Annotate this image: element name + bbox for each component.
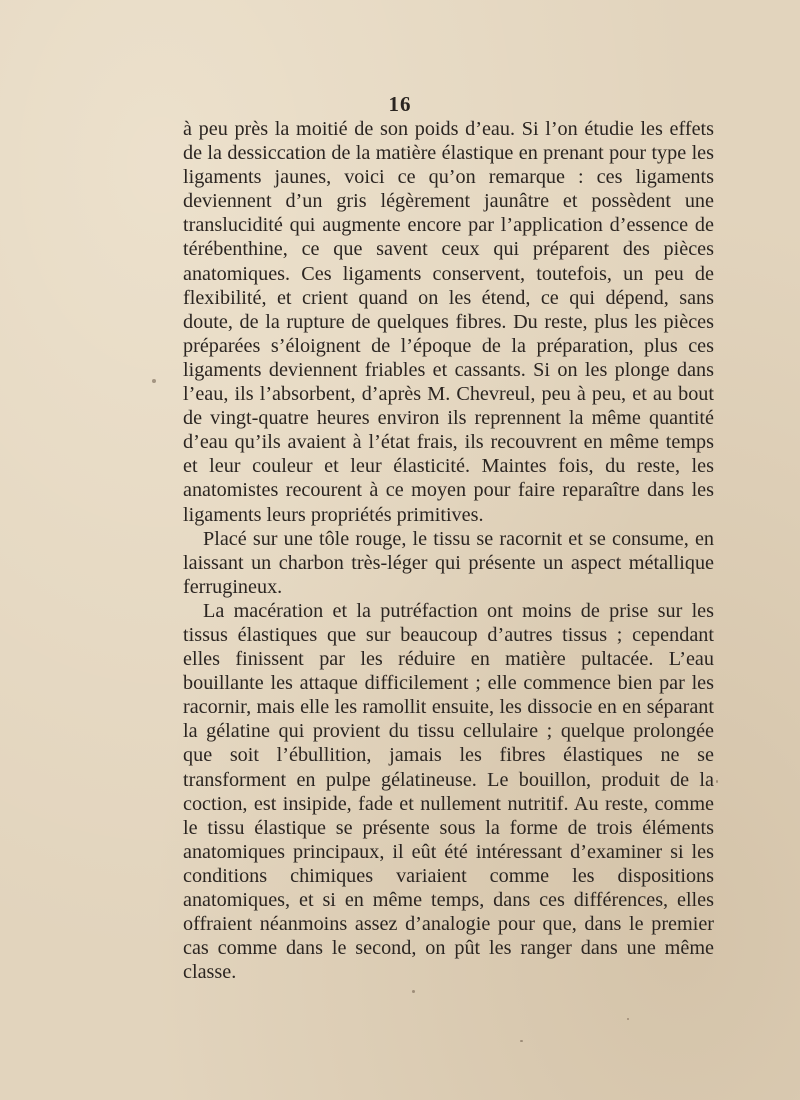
paper-speck	[412, 990, 415, 993]
paragraph-2: Placé sur une tôle rouge, le tissu se racornit et se consume, en laissant un charbon très-léger qui présente un aspect métallique ferrugineux.	[183, 527, 714, 598]
paragraph-3: La macération et la putréfaction ont moins de prise sur les tissus élastiques que sur beaucoup d’autres tissus ; cependant elles finissent par les réduire en matière pultacée. L’eau bouillante les attaque difficilement ; elle commence bien par les racornir, mais elle les ramollit ensuite, les dissocie en en séparant la gélatine qui provient du tissu cellulaire ; quelque prolongée que soit l’ébullition, jamais les fibres élastiques ne se transforment en pulpe gélatineuse. Le bouillon, produit de la coction, est insipide, fade et nullement nutritif. Au reste, comme le tissu élastique se présente sous la forme de trois éléments anatomiques principaux, il eût été intéressant d’examiner si les conditions chimiques variaient comme les dispositions anatomiques, et si en même temps, dans ces différences, elles offraient néanmoins assez d’analogie pour que, dans le premier cas comme dans le second, on pût les ranger dans une même classe.	[183, 599, 714, 984]
paper-speck	[152, 379, 156, 383]
paper-speck	[716, 780, 718, 783]
page-number: 16	[388, 92, 412, 116]
paper-speck	[627, 1018, 629, 1020]
body-text	[183, 117, 714, 984]
paper-speck	[520, 1040, 523, 1042]
paragraph-1: à peu près la moitié de son poids d’eau. Si l’on étudie les effets de la dessiccation de la matière élastique en prenant pour type les ligaments jaunes, voici ce qu’on remarque : ces ligaments deviennent d’un gris légèrement jaunâtre et possèdent une translucidité qui augmente encore par l’application d’essence de térébenthine, ce que savent ceux qui préparent des pièces anatomiques. Ces ligaments conservent, toutefois, un peu de flexibilité, et crient quand on les étend, ce qui dépend, sans doute, de la rupture de quelques fibres. Du reste, plus les pièces préparées s’éloignent de l’époque de la préparation, plus ces ligaments deviennent friables et cassants. Si on les plonge dans l’eau, ils l’absorbent, d’après M. Chevreul, peu à peu, et au bout de vingt-quatre heures environ ils reprennent la même quantité d’eau qu’ils avaient à l’état frais, ils recouvrent en même temps et leur couleur et leur élasticité. Maintes fois, du reste, les anatomistes recourent à ce moyen pour faire reparaître dans les ligaments leurs propriétés primitives.	[183, 118, 714, 526]
